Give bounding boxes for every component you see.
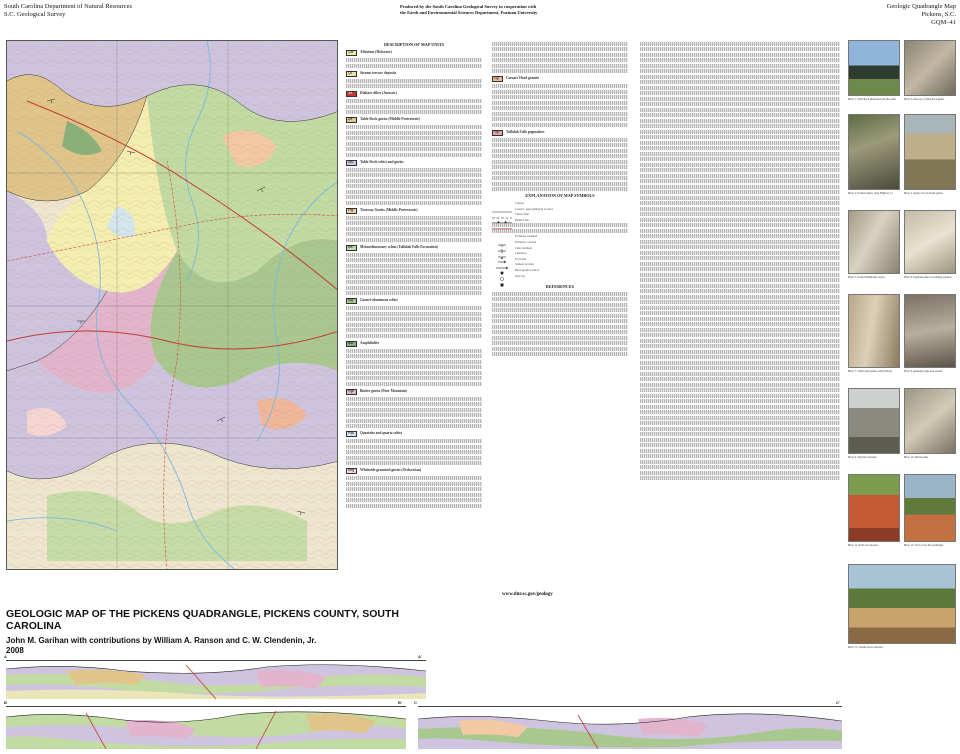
map-units-legend <box>346 40 482 568</box>
photo-caption: Photo 4. Quarry face in biotite gneiss. <box>904 192 944 195</box>
photo-caption: Photo 13. Stream terrace deposits. <box>848 646 884 649</box>
unit-code: Zts <box>348 159 353 164</box>
photo-10[interactable] <box>904 388 956 454</box>
unit-entry <box>346 298 482 304</box>
unit-code: Qal <box>348 50 354 54</box>
contact-line-icon <box>492 201 512 205</box>
photo-2[interactable] <box>904 40 956 96</box>
unit-name: Garnet-aluminous schist <box>360 298 398 302</box>
symbol-label: Joint, inclined <box>515 245 532 250</box>
unit-name: Alluvium (Holocene) <box>360 50 392 54</box>
series-line-3: GQM–41 <box>931 19 956 26</box>
unit-code: Jd <box>348 91 352 95</box>
sample-location-icon <box>492 262 512 266</box>
agency-line-1: South Carolina Department of Natural Resources <box>4 3 132 10</box>
unit-entry <box>346 431 482 437</box>
unit-entry <box>346 468 482 474</box>
photo-caption: Photo 11. Road cut exposure. <box>848 544 879 547</box>
geologic-map[interactable] <box>6 40 338 570</box>
geologic-map-canvas[interactable] <box>7 41 338 570</box>
unit-swatch <box>492 130 503 136</box>
unit-entry <box>346 389 482 395</box>
photo-caption: Photo 7. Schist with garnet porphyroblasts. <box>848 370 893 373</box>
producer-line-1: Produced by the South Carolina Geological Survey in cooperation with <box>400 4 537 9</box>
unit-entry <box>346 341 482 347</box>
symbol-label: Lineation <box>515 251 527 256</box>
unit-swatch <box>346 91 357 97</box>
photo-1[interactable] <box>848 40 900 96</box>
cross-section-a[interactable] <box>6 660 426 698</box>
symbol-entry <box>492 240 628 244</box>
website-link[interactable]: www.dnr.sc.gov/geology <box>502 592 553 597</box>
unit-code: Ms <box>348 244 353 249</box>
units-heading: DESCRIPTION OF MAP UNITS <box>384 42 444 47</box>
fold-axis-icon <box>492 257 512 261</box>
symbols-heading: EXPLANATION OF MAP SYMBOLS <box>525 193 595 198</box>
unit-entry <box>346 160 482 166</box>
producer-line-2: the Earth and Environmental Sciences Department, Furman University <box>400 9 538 15</box>
strike-dip-icon <box>492 234 512 238</box>
unit-swatch <box>346 71 357 77</box>
photo-12[interactable] <box>904 474 956 542</box>
unit-entry <box>346 117 482 123</box>
symbol-label: Thrust fault <box>515 212 530 217</box>
map-title: GEOLOGIC MAP OF THE PICKENS QUADRANGLE, PICKENS COUNTY, SOUTH CAROLINA <box>6 608 400 632</box>
unit-swatch <box>346 389 357 395</box>
photo-caption: Photo 1. Table Rock Mountain from the south. <box>848 98 897 101</box>
photo-caption: Photo 9. Saprolite exposure. <box>848 456 878 459</box>
symbol-label: Contact, approximately located <box>515 206 553 211</box>
photo-panel <box>848 40 956 730</box>
agency-line-2: S.C. Geological Survey <box>4 11 66 18</box>
unit-name: Diabase dikes (Jurassic) <box>360 91 397 95</box>
unit-swatch <box>346 160 357 166</box>
symbol-entry <box>492 257 628 261</box>
photo-location-icon <box>492 268 512 272</box>
unit-entry <box>346 71 482 77</box>
symbol-label: Fold axis <box>515 256 527 261</box>
symbol-label: Foliation, vertical <box>515 240 537 245</box>
symbol-entry <box>492 268 628 272</box>
symbol-label: Outcrop <box>515 273 525 278</box>
cross-section-c[interactable] <box>418 706 842 748</box>
unit-swatch <box>346 245 357 251</box>
symbol-label: Foliation, inclined <box>515 234 537 239</box>
unit-name: Table Rock gneiss (Middle Proterozoic) <box>360 117 421 121</box>
symbol-entry <box>492 262 628 266</box>
photo-3[interactable] <box>848 114 900 190</box>
unit-name: Whiteside granitoid gneiss (Ordovician) <box>360 468 422 472</box>
symbol-entry <box>492 212 628 216</box>
unit-entry <box>346 91 482 97</box>
symbol-entry <box>492 274 628 278</box>
unit-code: Qt <box>348 70 352 75</box>
unit-swatch <box>346 298 357 304</box>
photo-9[interactable] <box>848 388 900 454</box>
joint-icon <box>492 246 512 250</box>
map-year: 2008 <box>6 646 24 655</box>
narrative-text <box>640 40 840 568</box>
photo-caption: Photo 8. Quartzite ledge near stream. <box>904 370 943 373</box>
photo-caption: Photo 2. Outcrop of Table Rock gneiss. <box>904 98 945 101</box>
series-header <box>887 3 956 27</box>
series-line-1: Geologic Quadrangle Map <box>886 3 956 10</box>
section-label-left: B <box>4 700 7 705</box>
unit-code: Wfg <box>348 468 355 472</box>
section-label-right: C' <box>836 700 840 705</box>
section-label-left: A <box>4 654 7 659</box>
unit-swatch <box>346 117 357 123</box>
unit-code: Ma <box>348 340 353 345</box>
photo-caption: Photo 6. Pegmatite dike crosscutting foliation. <box>904 276 953 279</box>
photo-caption: Photo 12. View across the quadrangle. <box>904 544 944 547</box>
unit-code: Cg <box>494 76 499 80</box>
map-authors: John M. Garihan with contributions by William A. Ranson and C. W. Clendenin, Jr. <box>6 636 317 645</box>
photo-caption: Photo 3. Foliated gneiss along Highway 11. <box>848 192 894 195</box>
unit-name: Amphibolite <box>360 340 380 345</box>
unit-code: Tfp <box>494 129 500 134</box>
unit-name: Table Rock schist and gneiss <box>360 159 404 164</box>
symbol-label: Brittle fault <box>515 217 529 222</box>
section-label-right: A' <box>418 654 422 659</box>
unit-code: Pgn <box>348 388 355 393</box>
unit-code: Mg <box>348 298 353 302</box>
symbol-entry <box>492 201 628 205</box>
thrust-fault-icon <box>492 212 512 216</box>
unit-swatch <box>346 468 357 474</box>
vertical-foliation-icon <box>492 240 512 244</box>
unit-swatch <box>346 208 357 214</box>
section-label-right: B' <box>398 700 402 705</box>
symbol-entry <box>492 251 628 255</box>
references-heading: REFERENCES <box>545 283 575 289</box>
symbol-label: Sample location <box>515 262 535 267</box>
photo-4[interactable] <box>904 114 956 190</box>
unit-entry <box>492 130 628 136</box>
symbols-legend <box>492 40 628 568</box>
unit-swatch <box>346 50 357 56</box>
cross-section-b[interactable] <box>6 706 406 748</box>
unit-swatch <box>346 341 357 347</box>
unit-code: Pqs <box>348 431 355 435</box>
symbol-label: Contact <box>515 201 525 205</box>
symbol-entry <box>492 218 628 222</box>
outcrop-icon <box>492 274 512 278</box>
unit-entry <box>346 245 482 251</box>
fault-line-icon <box>492 218 512 222</box>
unit-entry <box>346 208 482 214</box>
photo-11[interactable] <box>848 474 900 542</box>
unit-swatch <box>492 76 503 82</box>
unit-name: Tallulah Falls pegmatites <box>506 129 545 134</box>
agency-header <box>4 3 132 19</box>
unit-code: Ptg <box>348 207 354 212</box>
photo-caption: Photo 10. Diabase dike. <box>904 456 929 459</box>
photo-6[interactable] <box>904 210 956 274</box>
series-line-2: Pickens, S.C. <box>921 11 956 18</box>
unit-swatch <box>346 431 357 437</box>
unit-name: Toxaway Gneiss (Middle Proterozoic) <box>360 207 418 212</box>
photo-7[interactable] <box>848 294 900 368</box>
unit-code: Ztf <box>348 117 353 121</box>
producer-note <box>400 4 537 15</box>
photo-caption: Photo 5. Folded amphibolite layers. <box>848 276 886 279</box>
photo-13[interactable] <box>848 564 956 644</box>
unit-name: Metasedimentary schist (Tallulah Falls Formation) <box>360 244 438 249</box>
photo-8[interactable] <box>904 294 956 368</box>
unit-name: Caesars Head granite <box>506 76 540 80</box>
unit-entry <box>346 50 482 56</box>
dashed-contact-icon <box>492 207 512 211</box>
symbol-entry <box>492 246 628 250</box>
section-label-left: C <box>414 700 417 705</box>
unit-entry <box>492 76 628 82</box>
unit-name: Quartzite and quartz schist <box>360 431 403 435</box>
symbol-entry <box>492 207 628 211</box>
symbol-label: Photograph location <box>515 268 540 273</box>
symbol-entry <box>492 234 628 238</box>
unit-name: Stream terrace deposits <box>360 70 397 75</box>
lineation-arrow-icon <box>492 251 512 255</box>
photo-5[interactable] <box>848 210 900 274</box>
unit-name: Biotite gneiss (Poor Mountain) <box>360 388 407 393</box>
